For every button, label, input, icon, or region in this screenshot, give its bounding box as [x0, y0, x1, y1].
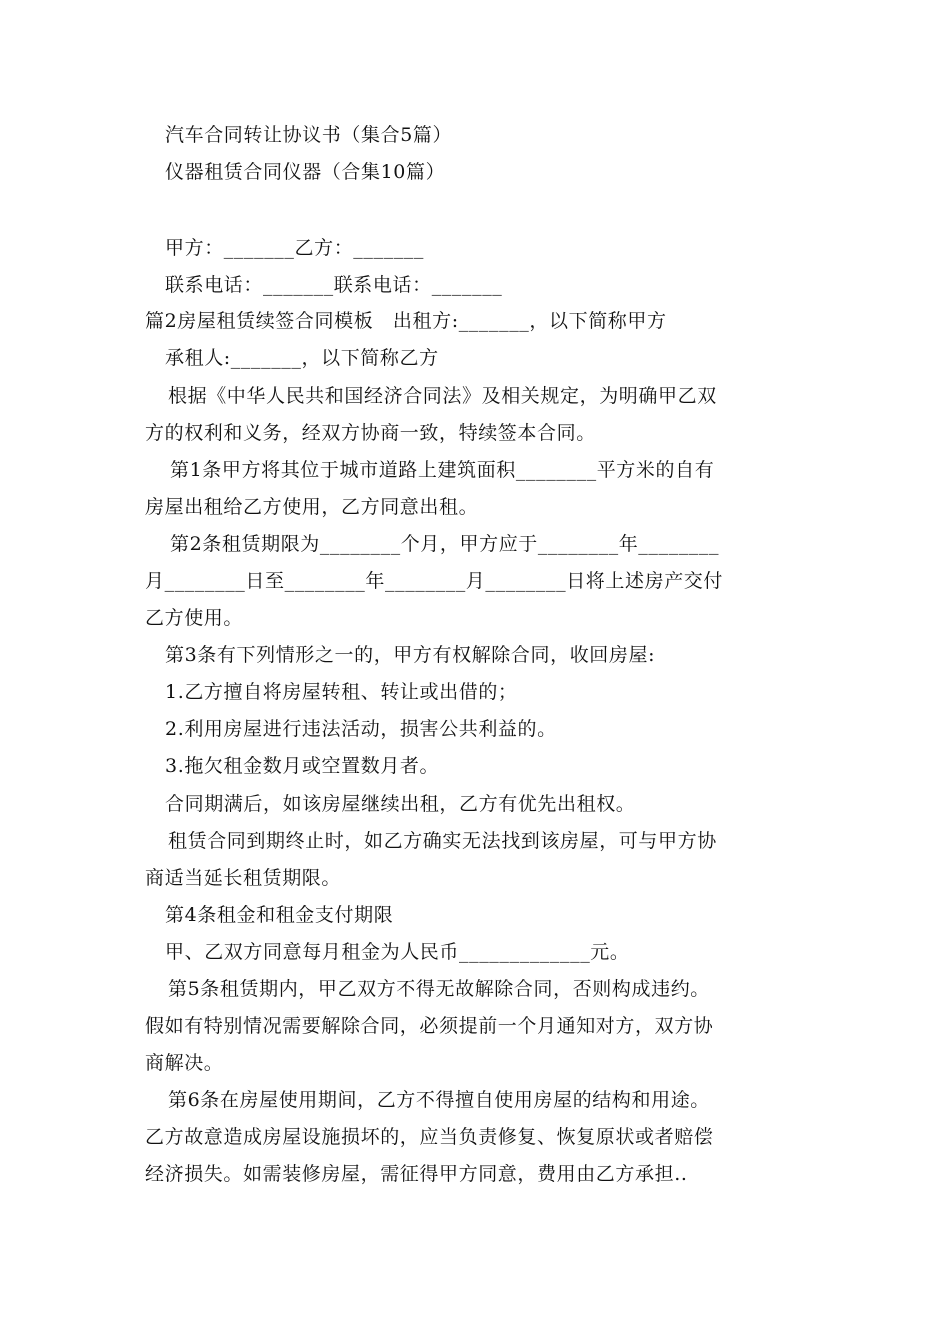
paragraph-line: 第2条租赁期限为________个月，甲方应于________年________ [170, 533, 720, 555]
paragraph-line: 第5条租赁期内，甲乙双方不得无故解除合同，否则构成违约。 [168, 978, 710, 1000]
doc-title-2: 仪器租赁合同仪器（合集10篇） [165, 161, 446, 183]
paragraph-line: 第6条在房屋使用期间，乙方不得擅自使用房屋的结构和用途。 [168, 1089, 710, 1111]
paragraph-line: 第4条租金和租金支付期限 [165, 904, 394, 926]
paragraph-line: 根据《中华人民共和国经济合同法》及相关规定，为明确甲乙双 [168, 385, 717, 407]
paragraph-line: 方的权利和义务，经双方协商一致，特续签本合同。 [145, 422, 596, 444]
section-heading: 篇2房屋租赁续签合同模板 出租方:_______，以下简称甲方 [145, 310, 667, 332]
paragraph-line: 合同期满后，如该房屋继续出租，乙方有优先出租权。 [165, 793, 636, 815]
paragraph-line: 经济损失。如需装修房屋，需征得甲方同意，费用由乙方承担.. [145, 1163, 688, 1185]
paragraph-line: 第3条有下列情形之一的，甲方有权解除合同，收回房屋: [165, 644, 656, 666]
paragraph-line: 月________日至________年________月________日将上述房产交付 [145, 570, 724, 592]
paragraph-line: 甲、乙双方同意每月租金为人民币_____________元。 [165, 941, 630, 963]
paragraph-line: 商解决。 [145, 1052, 224, 1074]
phone-line: 联系电话：_______联系电话：_______ [165, 274, 503, 296]
paragraph-line: 租赁合同到期终止时，如乙方确实无法找到该房屋，可与甲方协 [168, 830, 717, 852]
paragraph-line: 乙方使用。 [145, 607, 244, 629]
paragraph-line: 假如有特别情况需要解除合同，必须提前一个月通知对方，双方协 [145, 1015, 714, 1037]
list-item: 2.利用房屋进行违法活动，损害公共利益的。 [165, 718, 557, 740]
doc-title-1: 汽车合同转让协议书（集合5篇） [165, 124, 453, 146]
party-line: 甲方：_______乙方：_______ [165, 237, 425, 259]
paragraph-line: 第1条甲方将其位于城市道路上建筑面积________平方米的自有 [170, 459, 715, 481]
paragraph-line: 商适当延长租赁期限。 [145, 867, 342, 889]
lessee-line: 承租人:_______，以下简称乙方 [165, 347, 439, 369]
list-item: 3.拖欠租金数月或空置数月者。 [165, 755, 440, 777]
list-item: 1.乙方擅自将房屋转租、转让或出借的； [165, 681, 518, 703]
paragraph-line: 房屋出租给乙方使用，乙方同意出租。 [145, 496, 479, 518]
paragraph-line: 乙方故意造成房屋设施损坏的，应当负责修复、恢复原状或者赔偿 [145, 1126, 714, 1148]
